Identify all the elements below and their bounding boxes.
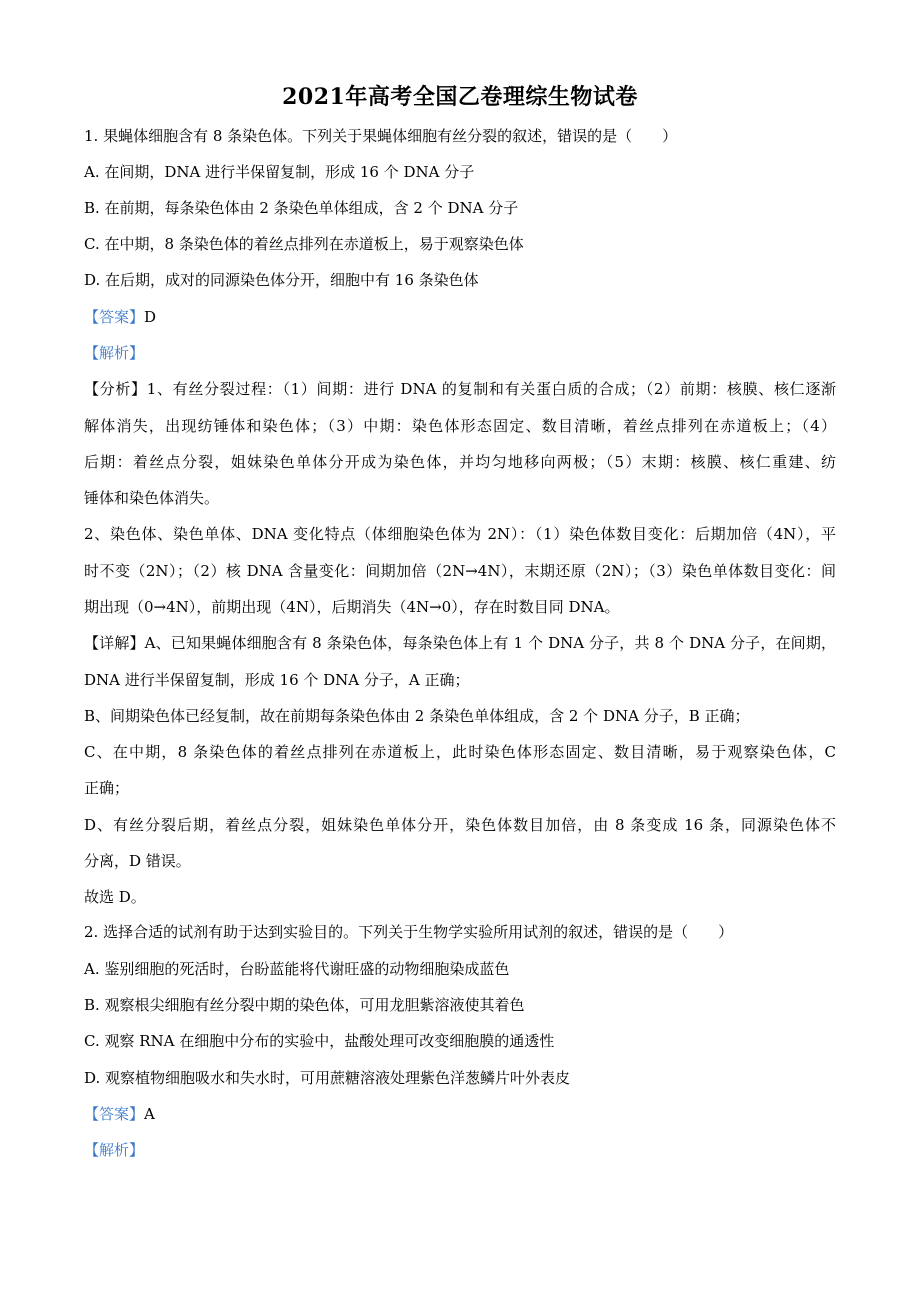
q2-option-c: C. 观察 RNA 在细胞中分布的实验中，盐酸处理可改变细胞膜的通透性 [84, 1032, 555, 1050]
q1-option-a: A. 在间期，DNA 进行半保留复制，形成 16 个 DNA 分子 [84, 163, 475, 181]
q1-xiangjie-line-2: DNA 进行半保留复制，形成 16 个 DNA 分子，A 正确； [84, 671, 470, 689]
q1-fenxi-tag: 【分析】 [84, 380, 147, 398]
document-title: 2021年高考全国乙卷理综生物试卷 [282, 84, 638, 110]
q1-xiangjie-line-1 [84, 633, 836, 653]
q1-fenxi-line-3: 后期：着丝点分裂，姐妹染色单体分开成为染色体，并均匀地移向两极；（5）末期：核膜、核仁重建、纺 [84, 453, 836, 471]
q1-stem: 1. 果蝇体细胞含有 8 条染色体。下列关于果蝇体细胞有丝分裂的叙述，错误的是（ ） [84, 127, 678, 145]
q1-fenxi-line-4: 锤体和染色体消失。 [84, 489, 220, 507]
q1-option-b: B. 在前期，每条染色体由 2 条染色单体组成，含 2 个 DNA 分子 [84, 199, 519, 217]
q2-analysis-label: 【解析】 [84, 1141, 145, 1159]
q1-fenxi-line-2: 解体消失，出现纺锤体和染色体；（3）中期：染色体形态固定、数目清晰，着丝点排列在赤道板上；（4） [84, 417, 836, 435]
q1-fenxi-line-5: 2、染色体、染色单体、DNA 变化特点（体细胞染色体为 2N）：（1）染色体数目变化：后期加倍（4N），平 [84, 525, 836, 543]
q1-xiangjie-tag: 【详解】 [84, 634, 145, 652]
q1-fenxi-line-6: 时不变（2N）；（2）核 DNA 含量变化：间期加倍（2N→4N），末期还原（2N）；（3）染色单体数目变化：间 [84, 562, 836, 580]
q1-conclusion: 故选 D。 [84, 888, 146, 906]
q1-option-d: D. 在后期，成对的同源染色体分开，细胞中有 16 条染色体 [84, 271, 479, 289]
q2-option-a: A. 鉴别细胞的死活时，台盼蓝能将代谢旺盛的动物细胞染成蓝色 [84, 960, 510, 978]
q1-xiangjie-line-6: D、有丝分裂后期，着丝点分裂，姐妹染色单体分开，染色体数目加倍，由 8 条变成 16 条，同源染色体不 [84, 816, 836, 834]
q2-answer-value: A [144, 1105, 155, 1123]
q1-analysis-label: 【解析】 [84, 344, 145, 362]
q2-stem: 2. 选择合适的试剂有助于达到实验目的。下列关于生物学实验所用试剂的叙述，错误的是（ ） [84, 923, 734, 941]
q2-analysis-tag [84, 1140, 144, 1160]
q1-fenxi-text-1: 1、有丝分裂过程：（1）间期：进行 DNA 的复制和有关蛋白质的合成；（2）前期：核膜、核仁逐渐 [146, 380, 836, 398]
q1-xiangjie-line-5: 正确； [84, 779, 130, 797]
q1-analysis-tag [84, 343, 144, 363]
q1-xiangjie-text-1: A、已知果蝇体细胞含有 8 条染色体，每条染色体上有 1 个 DNA 分子，共 8 个 DNA 分子，在间期， [144, 634, 836, 652]
q1-answer-value: D [144, 308, 157, 326]
q1-fenxi-line-1 [84, 379, 836, 399]
q1-option-c: C. 在中期，8 条染色体的着丝点排列在赤道板上，易于观察染色体 [84, 235, 524, 253]
q2-answer-tag: 【答案】 [84, 1105, 145, 1123]
q1-answer-tag: 【答案】 [84, 308, 145, 326]
q1-answer [84, 307, 156, 327]
q2-answer [84, 1104, 155, 1124]
q1-xiangjie-line-4: C、在中期，8 条染色体的着丝点排列在赤道板上，此时染色体形态固定、数目清晰，易于观察染色体，C [84, 743, 836, 761]
q2-option-d: D. 观察植物细胞吸水和失水时，可用蔗糖溶液处理紫色洋葱鳞片叶外表皮 [84, 1069, 571, 1087]
q1-xiangjie-line-7: 分离，D 错误。 [84, 852, 191, 870]
q2-option-b: B. 观察根尖细胞有丝分裂中期的染色体，可用龙胆紫溶液使其着色 [84, 996, 525, 1014]
q1-xiangjie-line-3: B、间期染色体已经复制，故在前期每条染色体由 2 条染色单体组成，含 2 个 DNA 分子，B 正确； [84, 707, 750, 725]
q1-fenxi-line-7: 期出现（0→4N），前期出现（4N），后期消失（4N→0），存在时数目同 DNA。 [84, 598, 620, 616]
